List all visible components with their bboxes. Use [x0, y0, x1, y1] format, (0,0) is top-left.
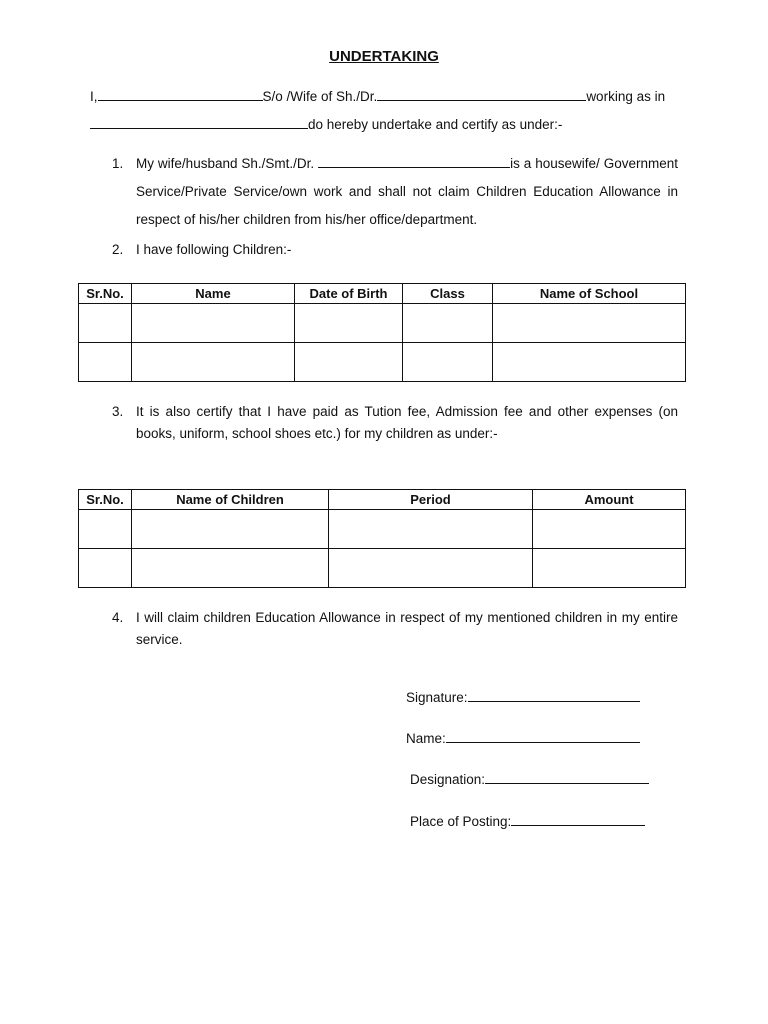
list-item-text: My wife/husband Sh./Smt./Dr. is a housewife/ Government Service/Private Service/own work and shall not claim Children Education Allowance in respect of his/her children from his/her office/department. — [136, 156, 678, 227]
table-cell[interactable] — [132, 343, 295, 382]
blank-place-of-posting[interactable] — [511, 813, 645, 826]
list-item-text: It is also certify that I have paid as Tution fee, Admission fee and other expenses (on books, uniform, school shoes etc.) for my children as under:- — [136, 404, 678, 441]
intro-suffix: working as in — [586, 89, 666, 104]
table-cell[interactable] — [493, 343, 686, 382]
intro-line2-suffix: do hereby undertake and certify as under:- — [308, 117, 563, 132]
list-item-4 — [112, 607, 678, 651]
table-cell[interactable] — [79, 510, 132, 549]
table-header-cell: Date of Birth — [295, 284, 403, 304]
intro-line-1 — [90, 88, 665, 104]
designation-line — [410, 771, 649, 787]
table-cell[interactable] — [79, 549, 132, 588]
table-row — [79, 549, 686, 588]
document-title: UNDERTAKING — [329, 48, 439, 65]
table-cell[interactable] — [533, 510, 686, 549]
list-item-text: I have following Children:- — [136, 242, 292, 257]
signature-label: Signature: — [406, 690, 468, 705]
table-cell[interactable] — [329, 549, 533, 588]
expenses-table — [78, 489, 686, 588]
list-item-3 — [112, 401, 678, 445]
blank-spouse-parent-name[interactable] — [377, 88, 586, 101]
table-cell[interactable] — [329, 510, 533, 549]
name-line — [406, 730, 640, 746]
table-cell[interactable] — [79, 343, 132, 382]
table-cell[interactable] — [533, 549, 686, 588]
table-header-cell: Amount — [533, 490, 686, 510]
table-header-cell: Name of School — [493, 284, 686, 304]
intro-prefix: I, — [90, 89, 98, 104]
table-cell[interactable] — [132, 549, 329, 588]
table-header-row — [79, 284, 686, 304]
table-header-cell: Sr.No. — [79, 284, 132, 304]
table-cell[interactable] — [295, 343, 403, 382]
table-header-cell: Sr.No. — [79, 490, 132, 510]
list-item-number: 4. — [112, 610, 124, 625]
signature-line — [406, 689, 640, 705]
table-header-cell: Name — [132, 284, 295, 304]
place-of-posting-label: Place of Posting: — [410, 814, 512, 829]
table-header-cell: Name of Children — [132, 490, 329, 510]
list-item-1 — [112, 150, 678, 234]
designation-label: Designation: — [410, 772, 486, 787]
blank-designation[interactable] — [485, 771, 649, 784]
name-label: Name: — [406, 731, 446, 746]
table-row — [79, 343, 686, 382]
list-item-number: 2. — [112, 242, 124, 257]
table-cell[interactable] — [403, 343, 493, 382]
place-of-posting-line — [410, 813, 645, 829]
list-item-number: 3. — [112, 404, 124, 419]
table-row — [79, 304, 686, 343]
intro-line-2 — [90, 116, 562, 132]
list-item-text: I will claim children Education Allowance in respect of my mentioned children in my entire service. — [136, 610, 678, 647]
children-table — [78, 283, 686, 382]
blank-designation-office[interactable] — [90, 116, 308, 129]
table-cell[interactable] — [132, 510, 329, 549]
table-cell[interactable] — [79, 304, 132, 343]
table-header-cell: Class — [403, 284, 493, 304]
list-item-number: 1. — [112, 156, 124, 171]
list-item-2 — [112, 236, 678, 264]
blank-applicant-name[interactable] — [98, 88, 263, 101]
table-header-row — [79, 490, 686, 510]
table-cell[interactable] — [403, 304, 493, 343]
blank-spouse-name[interactable] — [318, 155, 510, 168]
table-cell[interactable] — [295, 304, 403, 343]
table-header-cell: Period — [329, 490, 533, 510]
intro-middle: S/o /Wife of Sh./Dr. — [262, 89, 378, 104]
blank-signature[interactable] — [468, 689, 640, 702]
table-cell[interactable] — [493, 304, 686, 343]
blank-name[interactable] — [446, 730, 640, 743]
table-cell[interactable] — [132, 304, 295, 343]
table-row — [79, 510, 686, 549]
